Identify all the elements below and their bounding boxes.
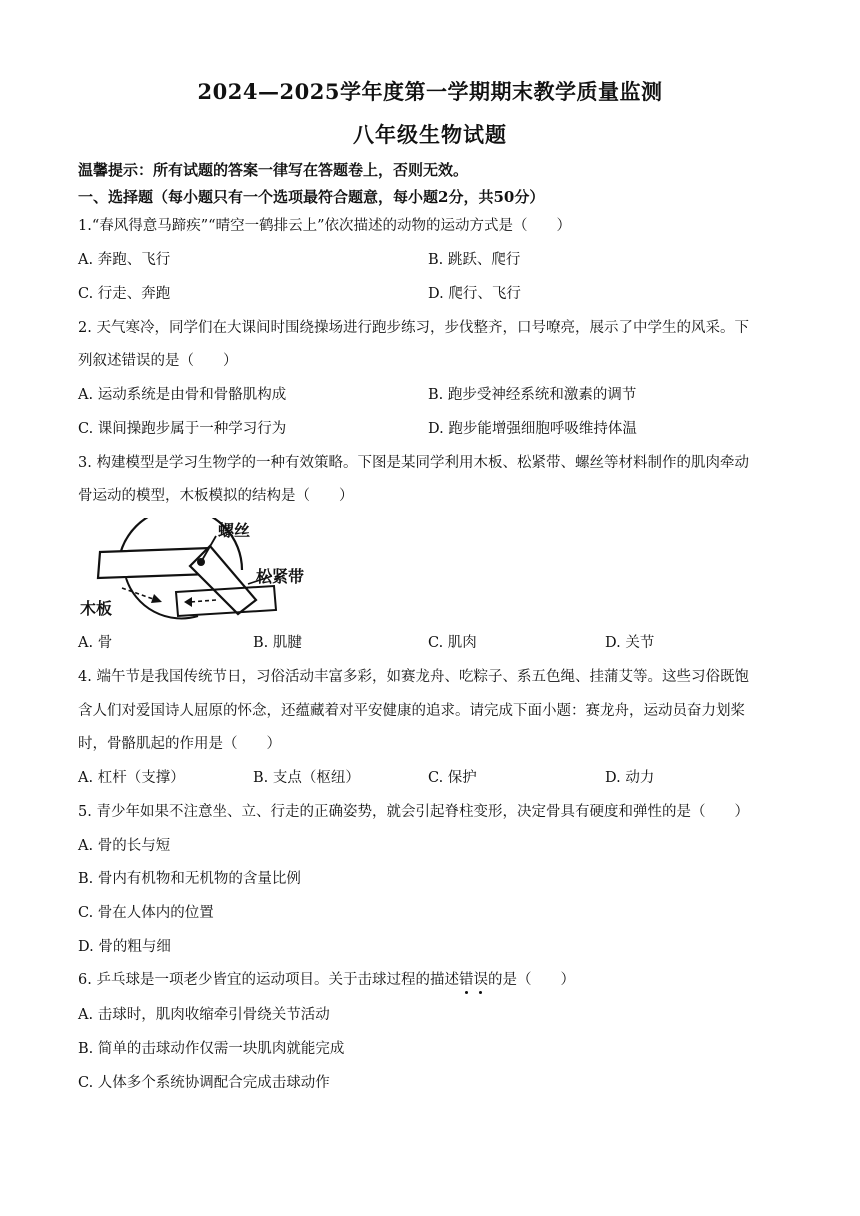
q6-option-c: C. 人体多个系统协调配合完成击球动作 bbox=[78, 1075, 330, 1091]
q4-option-d: D. 动力 bbox=[605, 770, 655, 786]
q2-option-c: C. 课间操跑步属于一种学习行为 bbox=[78, 421, 287, 437]
q2-option-a: A. 运动系统是由骨和骨骼肌构成 bbox=[78, 387, 287, 403]
q4-option-b: B. 支点（枢纽） bbox=[253, 770, 360, 786]
q4-stem-line1: 4. 端午节是我国传统节日，习俗活动丰富多彩，如赛龙舟、吃粽子、系五色绳、挂蒲艾等。这些习俗既饱 bbox=[78, 669, 749, 685]
q6-emph-char-2 bbox=[473, 972, 488, 988]
q6-stem-before: 6. 乒乓球是一项老少皆宜的运动项目。关于击球过程的描述 bbox=[78, 972, 459, 988]
arrow-left-head bbox=[151, 594, 162, 603]
q3-option-c: C. 肌肉 bbox=[428, 635, 477, 651]
q5-option-d: D. 骨的粗与细 bbox=[78, 939, 171, 955]
q6-emph-text-1: 错 bbox=[458, 972, 474, 988]
emphasis-dot-icon bbox=[465, 991, 468, 994]
q6-option-b: B. 简单的击球动作仅需一块肌肉就能完成 bbox=[78, 1041, 345, 1057]
q4-option-c: C. 保护 bbox=[428, 770, 477, 786]
q3-option-a: A. 骨 bbox=[78, 635, 113, 651]
q3-option-b: B. 肌腱 bbox=[253, 635, 302, 651]
q2-stem-line1: 2. 天气寒冷，同学们在大课间时围绕操场进行跑步练习，步伐整齐，口号嘹亮，展示了中学生的风采。下 bbox=[78, 320, 749, 336]
q6-emph-text-2: 误 bbox=[473, 972, 488, 988]
emphasis-dot-icon bbox=[479, 991, 482, 994]
q2-option-b: B. 跑步受神经系统和激素的调节 bbox=[428, 387, 637, 403]
section-title: 一、选择题（每小题只有一个选项最符合题意，每小题2分，共50分） bbox=[78, 188, 545, 206]
q1-stem: 1.“春风得意马蹄疾”“晴空一鹤排云上”依次描述的动物的运动方式是（ ） bbox=[78, 218, 571, 234]
board-right bbox=[190, 546, 256, 614]
model-arc-lower bbox=[126, 578, 198, 618]
q4-stem-line2: 含人们对爱国诗人屈原的怀念，还蕴藏着对平安健康的追求。请完成下面小题：赛龙舟，运动员奋力划桨 bbox=[78, 703, 745, 719]
q1-option-a: A. 奔跑、飞行 bbox=[78, 252, 171, 268]
q2-option-d: D. 跑步能增强细胞呼吸维持体温 bbox=[428, 421, 637, 437]
q6-option-a: A. 击球时，肌肉收缩牵引骨绕关节活动 bbox=[78, 1007, 330, 1023]
arrow-right-line bbox=[190, 600, 216, 602]
q1-option-b: B. 跳跃、爬行 bbox=[428, 252, 521, 268]
muscle-model-figure bbox=[78, 518, 398, 630]
q6-stem-after: 的是（ ） bbox=[487, 972, 575, 988]
q3-stem-line2: 骨运动的模型，木板模拟的结构是（ ） bbox=[78, 488, 354, 504]
q5-option-a: A. 骨的长与短 bbox=[78, 838, 171, 854]
q5-option-b: B. 骨内有机物和无机物的含量比例 bbox=[78, 871, 301, 887]
label-elastic: 松紧带 bbox=[256, 567, 305, 586]
label-screw: 螺丝 bbox=[218, 521, 251, 540]
q5-stem: 5. 青少年如果不注意坐、立、行走的正确姿势，就会引起脊柱变形，决定骨具有硬度和弹性的是（ ） bbox=[78, 804, 749, 820]
exam-subtitle: 八年级生物试题 bbox=[353, 122, 507, 147]
exam-title: 2024—2025学年度第一学期期末教学质量监测 bbox=[197, 79, 663, 104]
q1-option-d: D. 爬行、飞行 bbox=[428, 286, 521, 302]
arrow-left-line bbox=[122, 588, 156, 600]
q4-option-a: A. 杠杆（支撑） bbox=[78, 770, 185, 786]
q3-stem-line1: 3. 构建模型是学习生物学的一种有效策略。下图是某同学利用木板、松紧带、螺丝等材料制作的肌肉牵动 bbox=[78, 455, 749, 471]
q5-option-c: C. 骨在人体内的位置 bbox=[78, 905, 214, 921]
notice: 温馨提示：所有试题的答案一律写在答题卷上，否则无效。 bbox=[78, 161, 469, 179]
q4-stem-line3: 时，骨骼肌起的作用是（ ） bbox=[78, 736, 281, 752]
q2-stem-line2: 列叙述错误的是（ ） bbox=[78, 353, 238, 369]
label-board: 木板 bbox=[80, 599, 113, 618]
q6-emph-char-1 bbox=[459, 972, 474, 988]
q6-stem bbox=[78, 970, 575, 990]
q1-option-c: C. 行走、奔跑 bbox=[78, 286, 171, 302]
arrow-right-head bbox=[184, 597, 192, 607]
q3-option-d: D. 关节 bbox=[605, 635, 655, 651]
